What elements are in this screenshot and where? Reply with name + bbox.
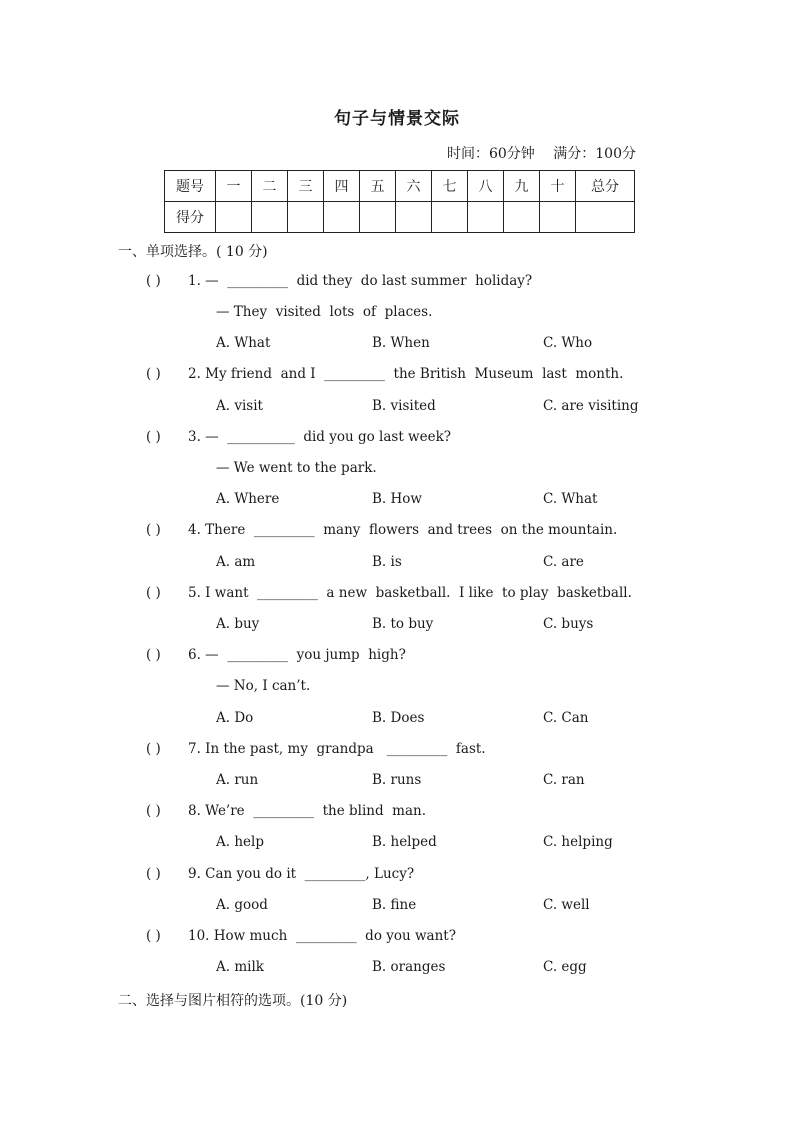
option-b: B. runs [372,772,422,788]
score-table-cell: 一 [216,171,252,202]
option-b: B. Does [372,710,425,726]
answer-blank[interactable]: ( ) [146,585,161,601]
time-limit: 时间：60分钟 [446,146,535,162]
score-table-header-row [165,171,635,202]
section-heading-1: 一、单项选择。( 10 分) [118,244,268,260]
question-text: 3. — __________ did you go last week? [188,429,451,445]
score-table-cell: 五 [360,171,396,202]
score-entry-cell[interactable] [504,202,540,233]
score-entry-cell[interactable] [216,202,252,233]
question-text: 8. We’re _________ the blind man. [188,803,427,819]
option-a: A. good [216,897,268,913]
score-table-cell: 十 [540,171,576,202]
score-entry-cell[interactable] [468,202,504,233]
option-a: A. visit [216,398,263,414]
option-a: A. Where [216,491,280,507]
option-c: C. egg [543,959,587,975]
answer-blank[interactable]: ( ) [146,522,161,538]
question-text: 1. — _________ did they do last summer holiday? [188,273,533,289]
option-b: B. is [372,554,402,570]
score-table-cell: 八 [468,171,504,202]
option-a: A. run [216,772,259,788]
question-text: 4. There _________ many flowers and trees on the mountain. [188,522,618,538]
score-table-cell: 得分 [165,202,216,233]
answer-blank[interactable]: ( ) [146,647,161,663]
option-b: B. oranges [372,959,446,975]
score-table-cell: 题号 [165,171,216,202]
question-text: 6. — _________ you jump high? [188,647,406,663]
question-subtext: — No, I can’t. [216,678,311,694]
score-entry-cell[interactable] [360,202,396,233]
option-a: A. buy [216,616,260,632]
score-entry-cell[interactable] [288,202,324,233]
option-c: C. Can [543,710,589,726]
answer-blank[interactable]: ( ) [146,866,161,882]
question-text: 9. Can you do it _________, Lucy? [188,866,415,882]
score-table-cell: 九 [504,171,540,202]
option-b: B. to buy [372,616,434,632]
option-b: B. How [372,491,422,507]
option-a: A. What [216,335,271,351]
answer-blank[interactable]: ( ) [146,928,161,944]
full-score: 满分：100分 [553,146,636,162]
option-a: A. help [216,834,264,850]
section-heading-2: 二、选择与图片相符的选项。(10 分) [118,993,348,1009]
answer-blank[interactable]: ( ) [146,273,161,289]
score-entry-cell[interactable] [324,202,360,233]
option-b: B. fine [372,897,417,913]
option-c: C. helping [543,834,613,850]
answer-blank[interactable]: ( ) [146,429,161,445]
score-entry-cell[interactable] [576,202,635,233]
score-table-cell: 四 [324,171,360,202]
option-a: A. Do [216,710,254,726]
question-text: 5. I want _________ a new basketball. I like to play basketball. [188,585,632,601]
answer-blank[interactable]: ( ) [146,366,161,382]
option-a: A. milk [216,959,264,975]
question-subtext: — They visited lots of places. [216,304,433,320]
option-c: C. What [543,491,598,507]
score-table [164,170,635,233]
option-c: C. Who [543,335,593,351]
question-text: 7. In the past, my grandpa _________ fast. [188,741,486,757]
score-entry-cell[interactable] [540,202,576,233]
option-c: C. buys [543,616,594,632]
answer-blank[interactable]: ( ) [146,741,161,757]
option-c: C. ran [543,772,585,788]
score-entry-cell[interactable] [252,202,288,233]
score-table-cell: 二 [252,171,288,202]
score-entry-cell[interactable] [432,202,468,233]
question-text: 10. How much _________ do you want? [188,928,456,944]
score-entry-cell[interactable] [396,202,432,233]
option-c: C. are [543,554,584,570]
option-c: C. well [543,897,590,913]
option-b: B. When [372,335,430,351]
question-subtext: — We went to the park. [216,460,377,476]
score-table-cell: 七 [432,171,468,202]
score-table-cell: 三 [288,171,324,202]
exam-meta [433,143,636,163]
page-title: 句子与情景交际 [334,109,460,129]
question-text: 2. My friend and I _________ the British Museum last month. [188,366,624,382]
score-table-cell: 六 [396,171,432,202]
score-table-cell: 总分 [576,171,635,202]
option-b: B. visited [372,398,436,414]
option-c: C. are visiting [543,398,639,414]
option-b: B. helped [372,834,437,850]
answer-blank[interactable]: ( ) [146,803,161,819]
score-table-score-row [165,202,635,233]
option-a: A. am [216,554,256,570]
